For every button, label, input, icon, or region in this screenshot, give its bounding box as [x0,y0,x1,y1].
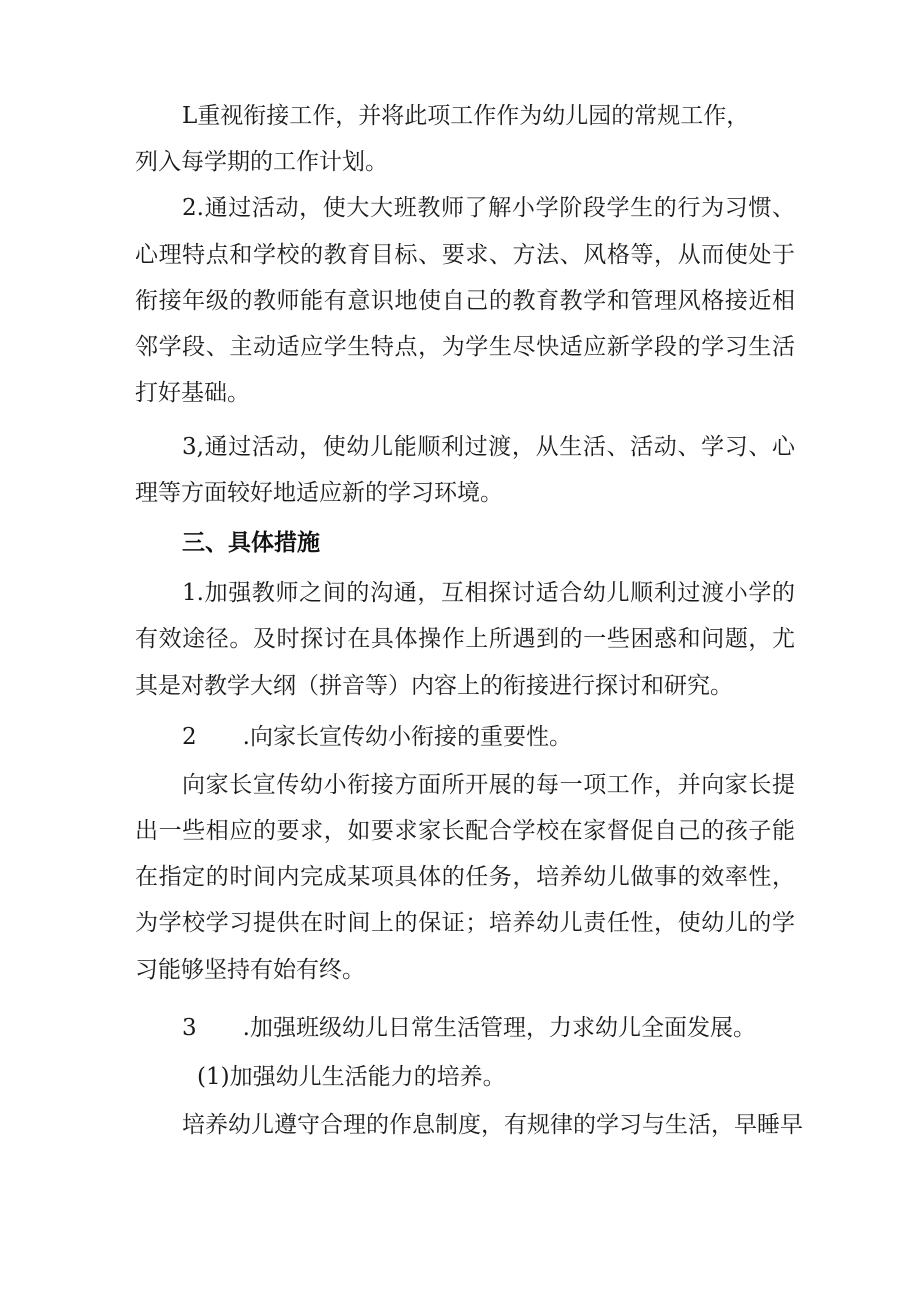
para3-line1: 3,通过活动，使幼儿能顺利过渡，从生活、活动、学习、心 [182,434,795,460]
para3-line2: 理等方面较好地适应新的学习环境。 [135,480,503,506]
measure3-heading [182,1013,795,1043]
para4-line3: 在指定的时间内完成某项具体的任务，培养幼儿做事的效率性， [135,864,795,890]
para1-line1: L重视衔接工作，并将此项工作作为幼儿园的常规工作， [182,103,750,129]
para4-line5: 习能够坚持有始有终。 [135,957,365,983]
measure2-number: 2 [182,724,197,750]
measure2-heading [182,722,795,752]
para4-line4: 为学校学习提供在时间上的保证；培养幼儿责任性，使幼儿的学 [135,910,795,936]
para1-line2: 列入每学期的工作计划。 [135,149,388,175]
measure1-line3: 其是对教学大纲（拼音等）内容上的衔接进行探讨和研究。 [135,673,733,699]
section-heading-3: 三、具体措施 [182,530,320,556]
para4-line1: 向家长宣传幼小衔接方面所开展的每一项工作，并向家长提 [182,772,795,798]
measure3-number: 3 [182,1015,197,1041]
para4-line2: 出一些相应的要求，如要求家长配合学校在家督促自己的孩子能 [135,818,795,844]
para2-line4: 邻学段、主动适应学生特点，为学生尽快适应新学段的学习生活 [135,334,795,360]
para5-line1: 培养幼儿遵守合理的作息制度，有规律的学习与生活，早睡早 [182,1112,803,1138]
para2-line2: 心理特点和学校的教育目标、要求、方法、风格等，从而使处于 [135,242,795,268]
para2-line5: 打好基础。 [135,380,250,406]
measure2-text: .向家长宣传幼小衔接的重要性。 [242,724,572,750]
measure3-text: .加强班级幼儿日常生活管理，力求幼儿全面发展。 [242,1015,756,1041]
para2-line3: 衔接年级的教师能有意识地使自己的教育教学和管理风格接近相 [135,288,795,314]
sub-item-1: (1)加强幼儿生活能力的培养。 [197,1064,506,1090]
para2-line1: 2.通过活动，使大大班教师了解小学阶段学生的行为习惯、 [182,195,795,221]
measure1-line1: 1.加强教师之间的沟通，互相探讨适合幼儿顺利过渡小学的 [182,580,795,606]
measure1-line2: 有效途径。及时探讨在具体操作上所遇到的一些困惑和问题，尤 [135,626,795,652]
